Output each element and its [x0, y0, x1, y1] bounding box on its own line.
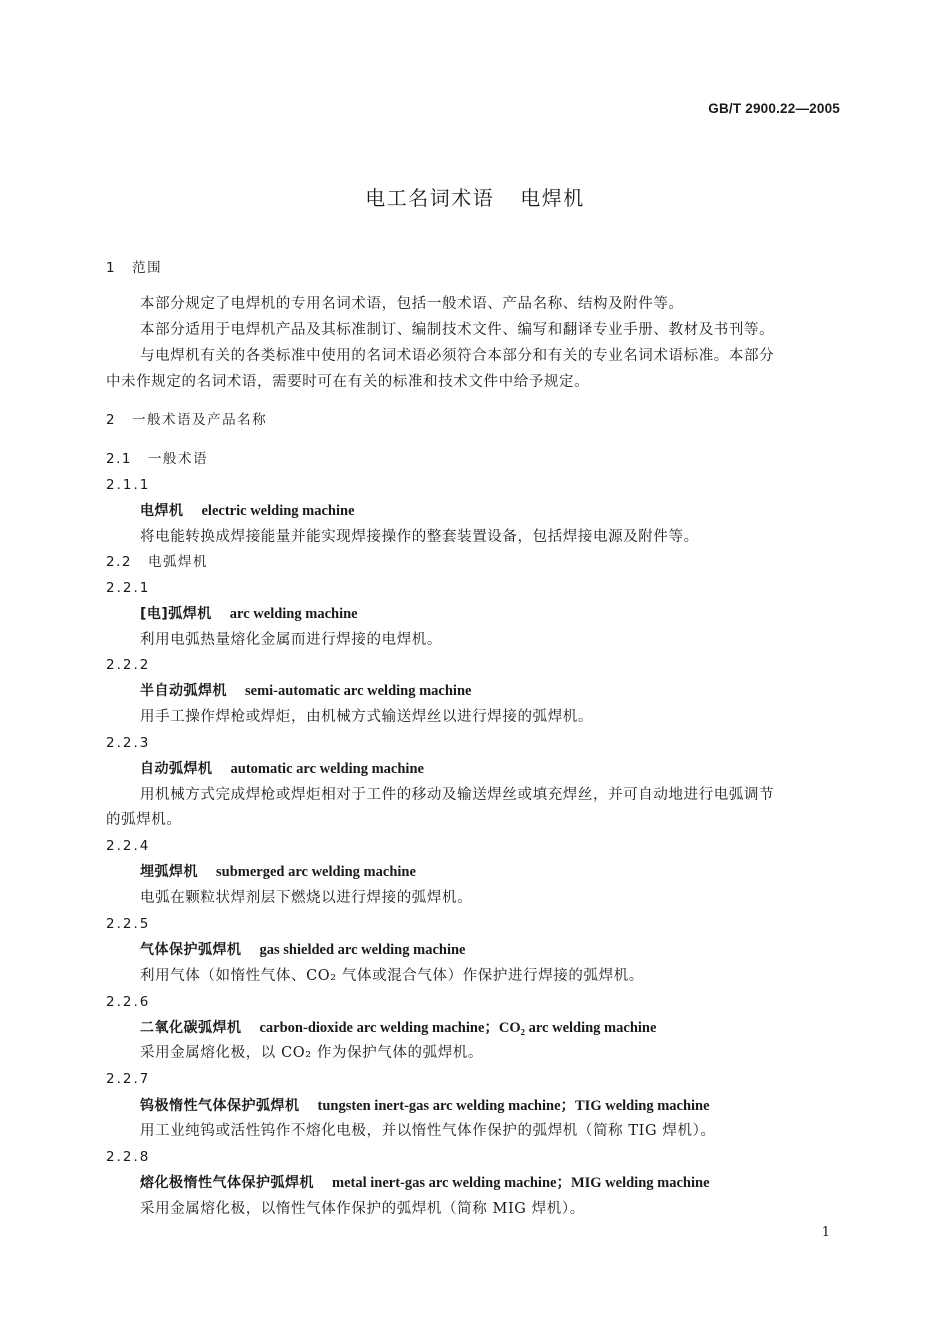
subsection-title: 一般术语	[147, 451, 208, 467]
section-title: 范围	[132, 260, 163, 276]
term-number: 2.2.5	[106, 916, 151, 932]
standard-code: GB/T 2900.22—2005	[708, 101, 840, 116]
term-chinese: 熔化极惰性气体保护弧焊机	[140, 1175, 314, 1191]
subsection-title: 电弧焊机	[147, 554, 208, 570]
term-definition: 用机械方式完成焊枪或焊炬相对于工件的移动及输送焊丝或填充焊丝，并可自动地进行电弧调节	[140, 787, 775, 803]
term-english: automatic arc welding machine	[230, 761, 424, 777]
paragraph: 本部分适用于电焊机产品及其标准制订、编制技术文件、编写和翻译专业手册、教材及书刊等。	[140, 322, 775, 338]
term-english: tungsten inert-gas arc welding machine；TIG welding machine	[317, 1098, 710, 1114]
term-english: semi-automatic arc welding machine	[245, 683, 472, 699]
subsection-number: 2.1	[106, 451, 132, 467]
paragraph: 与电焊机有关的各类标准中使用的名词术语必须符合本部分和有关的专业名词术语标准。本部分	[140, 348, 775, 364]
term-number: 2.2.8	[106, 1149, 151, 1165]
term-definition: 用手工操作焊枪或焊炬，由机械方式输送焊丝以进行焊接的弧焊机。	[140, 709, 593, 725]
term-english: metal inert-gas arc welding machine；MIG welding machine	[332, 1175, 710, 1191]
term-english: gas shielded arc welding machine	[259, 942, 466, 958]
term-english: arc welding machine	[229, 606, 358, 622]
term-number: 2.2.7	[106, 1071, 151, 1087]
term-chinese: [电]弧焊机	[140, 606, 212, 622]
term-number: 2.2.3	[106, 735, 151, 751]
term-definition: 将电能转换成焊接能量并能实现焊接操作的整套装置设备，包括焊接电源及附件等。	[140, 529, 699, 545]
term-number: 2.2.1	[106, 580, 151, 596]
term-definition: 采用金属熔化极，以 CO₂ 作为保护气体的弧焊机。	[140, 1045, 484, 1061]
term-entry	[140, 1173, 710, 1193]
term-chinese: 气体保护弧焊机	[140, 942, 242, 958]
term-definition: 利用气体（如惰性气体、CO₂ 气体或混合气体）作保护进行焊接的弧焊机。	[140, 968, 644, 984]
page-number: 1	[821, 1225, 830, 1240]
term-entry	[140, 862, 416, 882]
term-chinese: 埋弧焊机	[140, 864, 198, 880]
page-title	[0, 182, 950, 211]
term-chinese: 电焊机	[140, 503, 184, 519]
section-heading	[106, 258, 162, 278]
title-part-1: 电工名词术语	[365, 186, 495, 210]
section-number: 1	[106, 260, 117, 276]
term-definition: 电弧在颗粒状焊剂层下燃烧以进行焊接的弧焊机。	[140, 890, 473, 906]
term-entry	[140, 681, 471, 701]
paragraph: 本部分规定了电焊机的专用名词术语，包括一般术语、产品名称、结构及附件等。	[140, 296, 684, 312]
term-definition-continuation: 的弧焊机。	[106, 812, 182, 828]
section-number: 2	[106, 412, 117, 428]
term-chinese: 半自动弧焊机	[140, 683, 227, 699]
section-title: 一般术语及产品名称	[132, 412, 268, 428]
term-english: carbon-dioxide arc welding machine；CO₂ arc welding machine	[259, 1020, 657, 1036]
paragraph-continuation: 中未作规定的名词术语，需要时可在有关的标准和技术文件中给予规定。	[106, 374, 590, 390]
subsection-number: 2.2	[106, 554, 132, 570]
term-chinese: 自动弧焊机	[140, 761, 213, 777]
term-definition: 用工业纯钨或活性钨作不熔化电极，并以惰性气体作保护的弧焊机（简称 TIG 焊机）。	[140, 1123, 716, 1139]
term-number: 2.2.4	[106, 838, 151, 854]
term-chinese: 钨极惰性气体保护弧焊机	[140, 1098, 300, 1114]
term-number: 2.2.2	[106, 657, 151, 673]
term-number: 2.2.6	[106, 994, 151, 1010]
term-entry	[140, 501, 355, 521]
term-entry	[140, 940, 465, 960]
term-entry	[140, 759, 424, 779]
subsection-heading	[106, 552, 208, 572]
term-number: 2.1.1	[106, 477, 151, 493]
term-definition: 利用电弧热量熔化金属而进行焊接的电焊机。	[140, 632, 442, 648]
term-english: submerged arc welding machine	[216, 864, 416, 880]
term-definition: 采用金属熔化极，以惰性气体作保护的弧焊机（简称 MIG 焊机）。	[140, 1201, 585, 1217]
term-chinese: 二氧化碳弧焊机	[140, 1020, 242, 1036]
subsection-heading	[106, 449, 208, 469]
term-entry	[140, 604, 358, 624]
section-heading	[106, 410, 267, 430]
title-part-2: 电焊机	[520, 186, 585, 210]
term-english: electric welding machine	[201, 503, 355, 519]
term-entry	[140, 1096, 710, 1116]
term-entry	[140, 1018, 656, 1038]
